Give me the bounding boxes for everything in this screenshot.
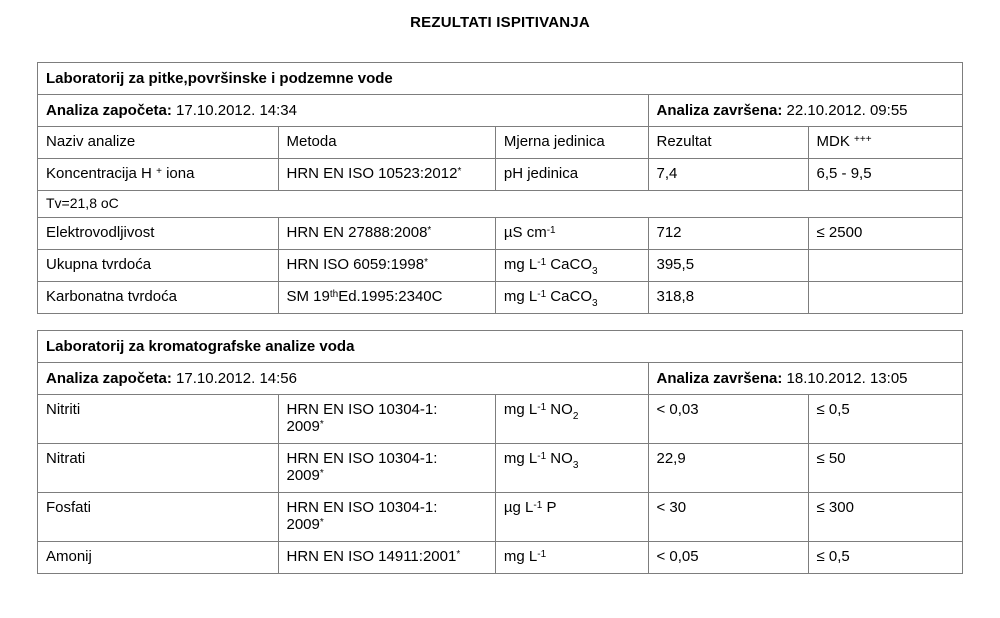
analysis-dates-row <box>38 363 963 395</box>
cell-text: mg L <box>503 548 538 565</box>
analysis-finished-label: Analiza završena: <box>656 370 783 387</box>
sub-text: 2 <box>572 411 579 422</box>
sup-text: -1 <box>546 224 556 236</box>
analysis-started-label: Analiza započeta: <box>46 370 172 387</box>
results-table-pitke-vode <box>37 62 963 314</box>
cell-text: µS cm <box>503 224 547 241</box>
cell-text: HRN EN ISO 14911:2001 <box>286 548 457 565</box>
sup-text: th <box>329 288 339 300</box>
cell-text: ≤ 300 <box>816 499 854 516</box>
column-header <box>808 127 962 159</box>
sub-text: 3 <box>591 298 598 309</box>
cell-text: Ukupna tvrdoća <box>46 256 152 273</box>
cell-text: µg L <box>503 499 534 516</box>
cell-text: Metoda <box>286 133 337 150</box>
result-cell <box>648 159 808 191</box>
cell-text: HRN ISO 6059:1998 <box>286 256 425 273</box>
page-title: REZULTATI ISPITIVANJA <box>410 14 590 31</box>
table-row <box>38 159 963 191</box>
analysis-name-cell <box>38 444 279 493</box>
sup-text: * <box>319 516 324 528</box>
cell-text: ≤ 2500 <box>816 224 863 241</box>
cell-text: SM 19 <box>286 288 330 305</box>
cell-text: 2009 <box>286 467 320 484</box>
table-row <box>38 282 963 314</box>
unit-cell <box>495 282 648 314</box>
method-cell <box>278 444 495 493</box>
analysis-finished-value: 18.10.2012. 13:05 <box>782 370 908 387</box>
cell-text: 395,5 <box>656 256 695 273</box>
sup-text: + <box>156 165 162 177</box>
cell-text: mg L <box>503 450 538 467</box>
lab-title-row <box>38 331 963 363</box>
analysis-finished-label: Analiza završena: <box>656 102 783 119</box>
result-cell <box>648 444 808 493</box>
sup-text: -1 <box>537 548 547 560</box>
lab-title-row <box>38 63 963 95</box>
note-cell: Tv=21,8 oC <box>38 191 963 218</box>
sup-text: * <box>319 467 324 479</box>
cell-text: < 30 <box>656 499 687 516</box>
sup-text: -1 <box>537 401 547 413</box>
cell-text: NO <box>546 401 573 418</box>
analysis-finished <box>648 363 963 395</box>
column-header <box>495 127 648 159</box>
cell-text: Mjerna jedinica <box>503 133 605 150</box>
method-cell <box>278 218 495 250</box>
cell-text: mg L <box>503 256 538 273</box>
analysis-name-cell <box>38 542 279 574</box>
analysis-started-label: Analiza započeta: <box>46 102 172 119</box>
analysis-name-cell <box>38 250 279 282</box>
unit-cell <box>495 218 648 250</box>
table-row <box>38 542 963 574</box>
method-cell <box>278 282 495 314</box>
cell-text: 712 <box>656 224 682 241</box>
cell-text: 2009 <box>286 516 320 533</box>
column-header <box>278 127 495 159</box>
cell-text: < 0,05 <box>656 548 699 565</box>
cell-text: HRN EN ISO 10304-1: <box>286 401 438 418</box>
sup-text: * <box>456 548 461 560</box>
sup-text: -1 <box>537 288 547 300</box>
result-cell <box>648 493 808 542</box>
sub-text: 3 <box>572 460 579 471</box>
cell-text: HRN EN ISO 10304-1: <box>286 450 438 467</box>
mdk-cell <box>808 542 962 574</box>
column-header <box>38 127 279 159</box>
cell-text: 318,8 <box>656 288 695 305</box>
unit-cell <box>495 159 648 191</box>
analysis-started <box>38 95 649 127</box>
unit-cell <box>495 395 648 444</box>
cell-text: ≤ 0,5 <box>816 548 850 565</box>
cell-text: NO <box>546 450 573 467</box>
cell-text: ≤ 50 <box>816 450 846 467</box>
sup-text: * <box>319 418 324 430</box>
table-row <box>38 250 963 282</box>
result-cell <box>648 218 808 250</box>
cell-text: MDK <box>816 133 855 150</box>
cell-text: 7,4 <box>656 165 678 182</box>
note-row <box>38 191 963 218</box>
cell-text: 22,9 <box>656 450 686 467</box>
method-cell <box>278 395 495 444</box>
result-cell <box>648 395 808 444</box>
cell-text: Nitriti <box>46 401 81 418</box>
cell-text: 6,5 - 9,5 <box>816 165 872 182</box>
analysis-name-cell <box>38 159 279 191</box>
column-header <box>648 127 808 159</box>
cell-text: HRN EN 27888:2008 <box>286 224 428 241</box>
cell-text: mg L <box>503 401 538 418</box>
unit-cell <box>495 542 648 574</box>
cell-text: Amonij <box>46 548 92 565</box>
method-cell <box>278 159 495 191</box>
cell-text: CaCO <box>546 288 592 305</box>
results-table-kromatografske <box>37 330 963 574</box>
method-cell <box>278 493 495 542</box>
cell-text: Rezultat <box>656 133 712 150</box>
column-header-row <box>38 127 963 159</box>
sup-text: * <box>457 165 462 177</box>
mdk-cell <box>808 444 962 493</box>
table-row <box>38 395 963 444</box>
lab-title: Laboratorij za pitke,površinske i podzemne vode <box>38 63 963 95</box>
method-cell <box>278 542 495 574</box>
cell-text: HRN EN ISO 10523:2012 <box>286 165 458 182</box>
cell-text: < 0,03 <box>656 401 699 418</box>
cell-text: P <box>542 499 557 516</box>
analysis-name-cell <box>38 395 279 444</box>
sup-text: -1 <box>537 256 547 268</box>
result-cell <box>648 282 808 314</box>
table-row <box>38 218 963 250</box>
unit-cell <box>495 250 648 282</box>
cell-text: Fosfati <box>46 499 92 516</box>
cell-text: mg L <box>503 288 538 305</box>
cell-text: Ed.1995:2340C <box>338 288 443 305</box>
analysis-started <box>38 363 649 395</box>
cell-text: ≤ 0,5 <box>816 401 850 418</box>
sup-text: * <box>427 224 432 236</box>
mdk-cell <box>808 250 962 282</box>
table-row <box>38 493 963 542</box>
analysis-dates-row <box>38 95 963 127</box>
lab-title: Laboratorij za kromatografske analize voda <box>38 331 963 363</box>
sup-text: +++ <box>854 133 872 145</box>
cell-text: pH jedinica <box>503 165 579 182</box>
cell-text: Karbonatna tvrdoća <box>46 288 177 305</box>
analysis-name-cell <box>38 493 279 542</box>
unit-cell <box>495 444 648 493</box>
cell-text: CaCO <box>546 256 592 273</box>
cell-text: HRN EN ISO 10304-1: <box>286 499 438 516</box>
cell-text: Koncentracija H <box>46 165 157 182</box>
cell-text: Naziv analize <box>46 133 136 150</box>
analysis-name-cell <box>38 218 279 250</box>
analysis-finished-value: 22.10.2012. 09:55 <box>782 102 908 119</box>
analysis-finished <box>648 95 963 127</box>
sup-text: -1 <box>533 499 543 511</box>
analysis-started-value: 17.10.2012. 14:34 <box>171 102 297 119</box>
result-cell <box>648 250 808 282</box>
cell-text: Nitrati <box>46 450 86 467</box>
analysis-name-cell <box>38 282 279 314</box>
cell-text: Elektrovodljivost <box>46 224 155 241</box>
mdk-cell <box>808 159 962 191</box>
mdk-cell <box>808 395 962 444</box>
mdk-cell <box>808 493 962 542</box>
sup-text: -1 <box>537 450 547 462</box>
method-cell <box>278 250 495 282</box>
unit-cell <box>495 493 648 542</box>
result-cell <box>648 542 808 574</box>
table-row <box>38 444 963 493</box>
mdk-cell <box>808 282 962 314</box>
analysis-started-value: 17.10.2012. 14:56 <box>171 370 297 387</box>
mdk-cell <box>808 218 962 250</box>
cell-text: iona <box>161 165 195 182</box>
sub-text: 3 <box>591 266 598 277</box>
cell-text: 2009 <box>286 418 320 435</box>
sup-text: * <box>424 256 428 268</box>
